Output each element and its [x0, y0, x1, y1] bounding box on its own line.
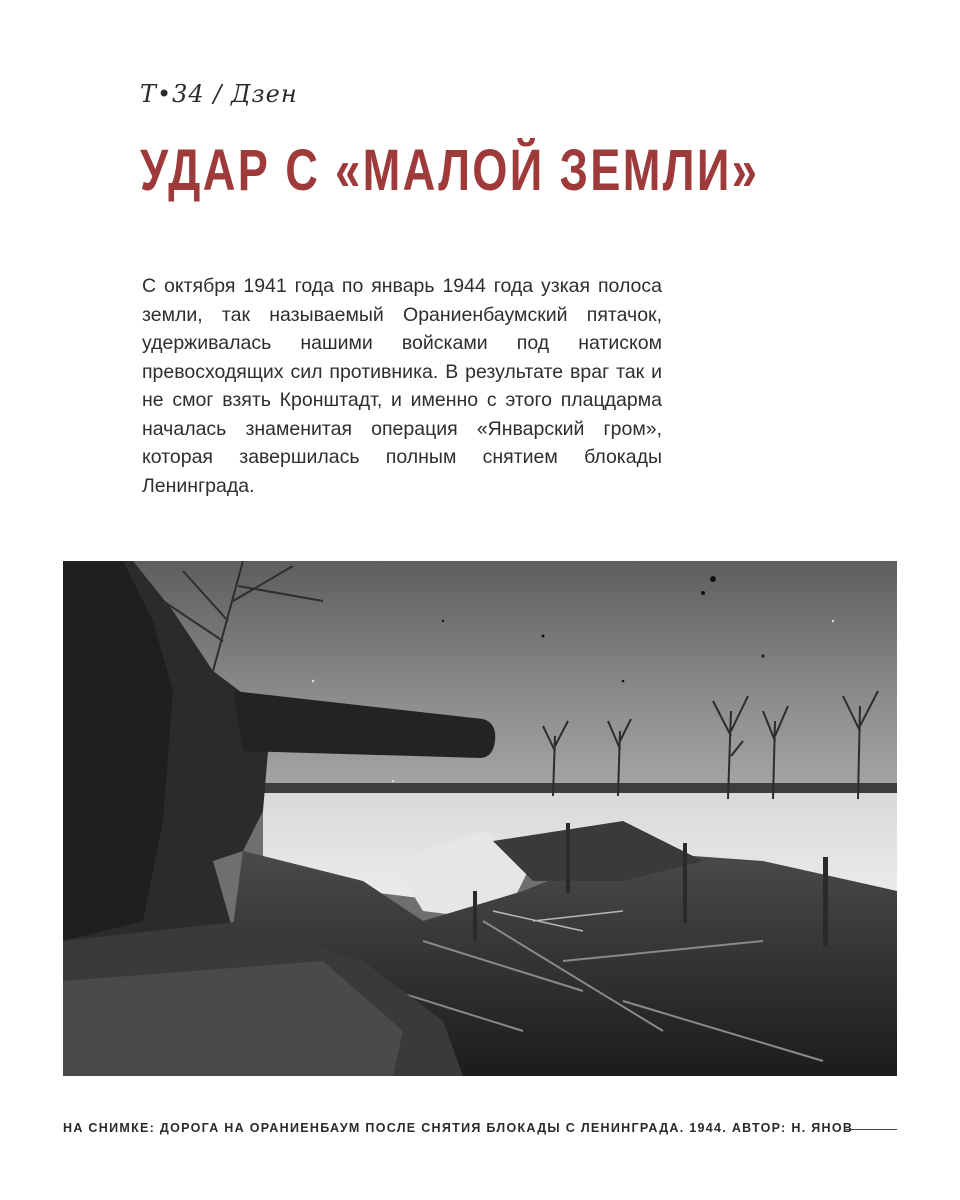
caption-divider	[846, 1129, 897, 1130]
source-label: Т•34 / Дзен	[140, 80, 298, 108]
photo-caption: НА СНИМКЕ: ДОРОГА НА ОРАНИЕНБАУМ ПОСЛЕ СНЯТИЯ БЛОКАДЫ С ЛЕНИНГРАДА. 1944. АВТОР: Н. ЯНОВ	[63, 1121, 854, 1135]
article-headline: УДАР С «МАЛОЙ ЗЕМЛИ»	[140, 138, 760, 203]
historical-photo	[63, 561, 897, 1076]
lead-paragraph: С октября 1941 года по январь 1944 года узкая полоса земли, так называемый Ораниенбаумский пятачок, удерживалась нашими войсками под натиском превосходящих сил противника. В результате враг так и не смог взять Кронштадт, и именно с этого плацдарма началась знаменитая операция «Январский гром», которая завершилась полным снятием блокады Ленинграда.	[142, 275, 662, 497]
